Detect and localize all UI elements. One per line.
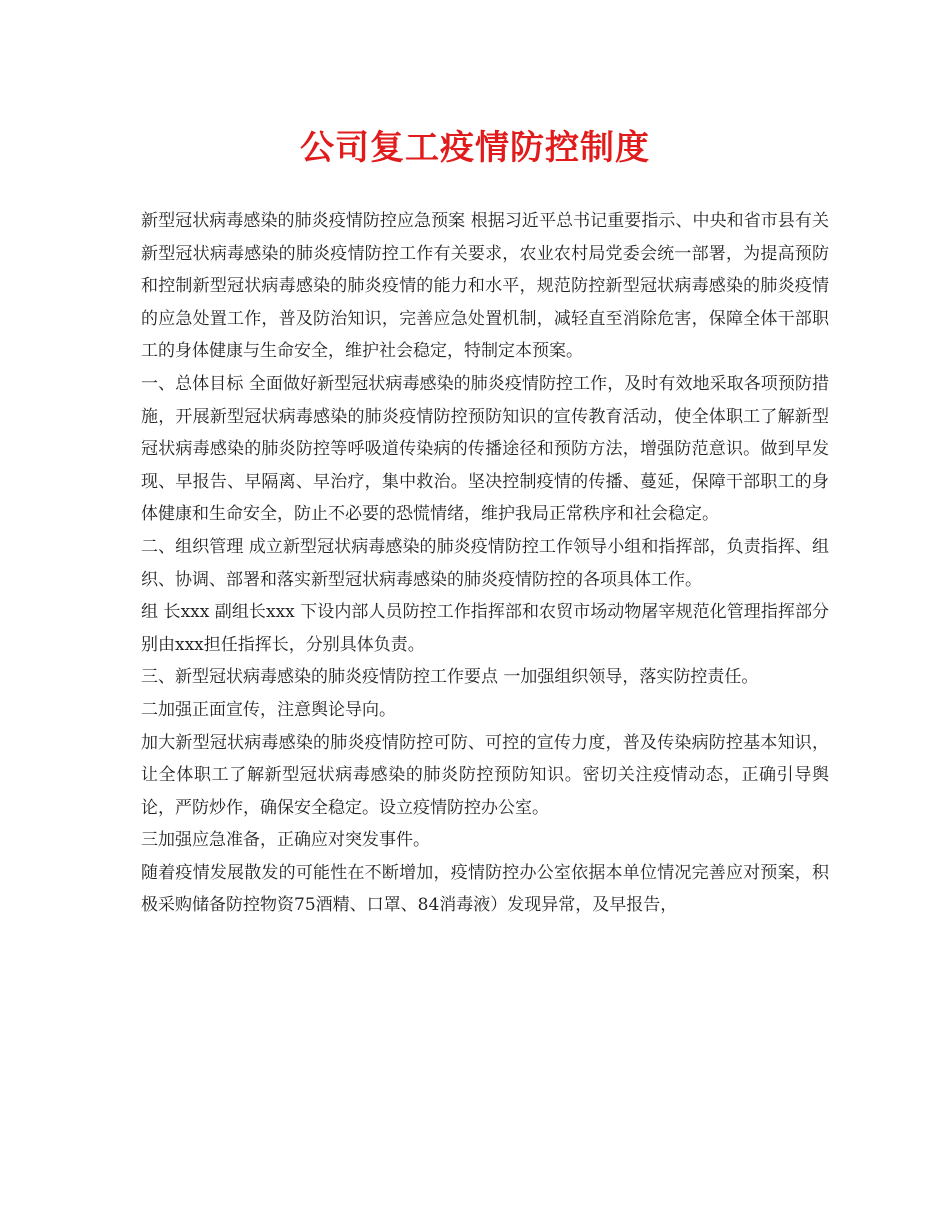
paragraph-emergency: 随着疫情发展散发的可能性在不断增加，疫情防控办公室依据本单位情况完善应对预案，积极采购储备防控物资75酒精、口罩、84消毒液）发现异常，及早报告， [141, 862, 829, 916]
paragraph-publicity-heading: 二加强正面宣传，注意舆论导向。 [141, 699, 396, 720]
document-body [141, 205, 829, 922]
paragraph-team-members: 组 长xxx 副组长xxx 下设内部人员防控工作指挥部和农贸市场动物屠宰规范化管理指挥部分别由xxx担任指挥长，分别具体负责。 [141, 602, 829, 655]
paragraph-key-points: 三、新型冠状病毒感染的肺炎疫情防控工作要点 一加强组织领导，落实防控责任。 [141, 667, 759, 688]
document-title: 公司复工疫情防控制度 [300, 128, 650, 168]
paragraph-overall-goal: 一、总体目标 全面做好新型冠状病毒感染的肺炎疫情防控工作，及时有效地采取各项预防措施，开展新型冠状病毒感染的肺炎疫情防控预防知识的宣传教育活动，使全体职工了解新型冠状病毒感染的肺炎防控等呼吸道传染病的传播途径和预防方法，增强防范意识。做到早发现、早报告、早隔离、早治疗，集中救治。坚决控制疫情的传播、蔓延，保障干部职工的身体健康和生命安全，防止不必要的恐慌情绪，维护我局正常秩序和社会稳定。 [141, 373, 829, 525]
paragraph-emergency-heading: 三加强应急准备，正确应对突发事件。 [141, 830, 430, 851]
paragraph-publicity: 加大新型冠状病毒感染的肺炎疫情防控可防、可控的宣传力度，普及传染病防控基本知识，让全体职工了解新型冠状病毒感染的肺炎防控预防知识。密切关注疫情动态，正确引导舆论，严防炒作，确保安全稳定。设立疫情防控办公室。 [141, 732, 829, 818]
paragraph-organization: 二、组织管理 成立新型冠状病毒感染的肺炎疫情防控工作领导小组和指挥部，负责指挥、组织、协调、部署和落实新型冠状病毒感染的肺炎疫情防控的各项具体工作。 [141, 536, 829, 590]
paragraph-preamble: 新型冠状病毒感染的肺炎疫情防控应急预案 根据习近平总书记重要指示、中央和省市县有关新型冠状病毒感染的肺炎疫情防控工作有关要求，农业农村局党委会统一部署，为提高预防和控制新型冠状病毒感染的肺炎疫情的能力和水平，规范防控新型冠状病毒感染的肺炎疫情的应急处置工作，普及防治知识，完善应急处置机制，减轻直至消除危害，保障全体干部职工的身体健康与生命安全，维护社会稳定，特制定本预案。 [141, 211, 829, 362]
